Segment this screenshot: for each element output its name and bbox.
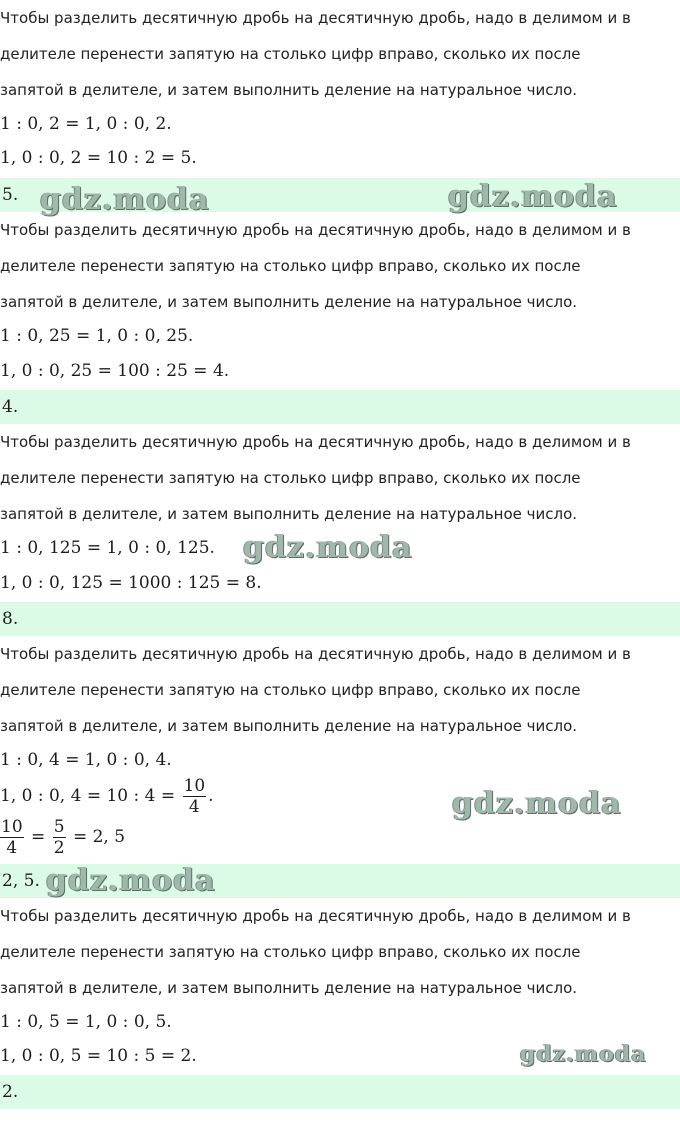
fraction (53, 817, 66, 858)
answer-bar (0, 602, 680, 636)
fraction-numerator: 10 (183, 776, 206, 796)
equation-line: 1 : 0, 25 = 1, 0 : 0, 25. (0, 326, 194, 346)
equation-line: 1 : 0, 4 = 1, 0 : 0, 4. (0, 750, 172, 770)
fraction (0, 817, 24, 858)
rule-line: Чтобы разделить десятичную дробь на десятичную дробь, надо в делимом и в (0, 907, 631, 925)
rule-line: запятой в делителе, и затем выполнить деление на натуральное число. (0, 293, 578, 311)
rule-line: запятой в делителе, и затем выполнить деление на натуральное число. (0, 81, 578, 99)
equation-line: 1 : 0, 2 = 1, 0 : 0, 2. (0, 114, 172, 134)
equation-line: 1, 0 : 0, 5 = 10 : 5 = 2. (0, 1046, 197, 1066)
equation-line-fraction (0, 776, 214, 817)
rule-line: делителе перенести запятую на столько цифр вправо, сколько их после (0, 257, 581, 275)
equation-line: 1, 0 : 0, 125 = 1000 : 125 = 8. (0, 573, 262, 593)
fraction-denominator: 4 (6, 838, 18, 858)
rule-line: делителе перенести запятую на столько цифр вправо, сколько их после (0, 681, 581, 699)
rule-line: Чтобы разделить десятичную дробь на десятичную дробь, надо в делимом и в (0, 645, 631, 663)
fraction-denominator: 2 (53, 838, 65, 858)
answer-value: 2, 5. (2, 871, 40, 891)
fraction (183, 776, 207, 817)
equation-text: = (31, 827, 46, 847)
fraction-numerator: 5 (53, 817, 65, 837)
answer-value: 4. (2, 397, 19, 417)
rule-line: делителе перенести запятую на столько цифр вправо, сколько их после (0, 943, 581, 961)
rule-line: Чтобы разделить десятичную дробь на десятичную дробь, надо в делимом и в (0, 433, 631, 451)
rule-line: Чтобы разделить десятичную дробь на десятичную дробь, надо в делимом и в (0, 221, 631, 239)
equation-line: 1 : 0, 125 = 1, 0 : 0, 125. (0, 538, 215, 558)
watermark-logo: gdz.moda (452, 786, 622, 821)
rule-line: делителе перенести запятую на столько цифр вправо, сколько их после (0, 469, 581, 487)
watermark-logo: gdz.moda (520, 1041, 647, 1067)
fraction-numerator: 10 (1, 817, 23, 837)
equation-text: 1, 0 : 0, 4 = 10 : 4 = (0, 786, 176, 806)
equation-line-fraction (0, 817, 125, 858)
equation-line: 1, 0 : 0, 25 = 100 : 25 = 4. (0, 361, 230, 381)
rule-line: запятой в делителе, и затем выполнить деление на натуральное число. (0, 717, 578, 735)
watermark-logo: gdz.moda (46, 863, 216, 898)
equation-text: . (208, 786, 214, 806)
rule-line: делителе перенести запятую на столько цифр вправо, сколько их после (0, 45, 581, 63)
watermark-logo: gdz.moda (243, 530, 413, 565)
answer-bar (0, 390, 680, 424)
rule-line: запятой в делителе, и затем выполнить деление на натуральное число. (0, 979, 578, 997)
answer-bar (0, 1075, 680, 1109)
watermark-logo: gdz.moda (448, 179, 618, 214)
rule-line: Чтобы разделить десятичную дробь на десятичную дробь, надо в делимом и в (0, 9, 631, 27)
fraction-denominator: 4 (188, 797, 200, 817)
rule-line: запятой в делителе, и затем выполнить деление на натуральное число. (0, 505, 578, 523)
equation-line: 1 : 0, 5 = 1, 0 : 0, 5. (0, 1012, 172, 1032)
equation-line: 1, 0 : 0, 2 = 10 : 2 = 5. (0, 148, 197, 168)
answer-value: 5. (2, 185, 19, 205)
watermark-logo: gdz.moda (40, 182, 210, 217)
equation-text: = 2, 5 (72, 827, 126, 847)
answer-value: 2. (2, 1082, 19, 1102)
answer-value: 8. (2, 609, 19, 629)
